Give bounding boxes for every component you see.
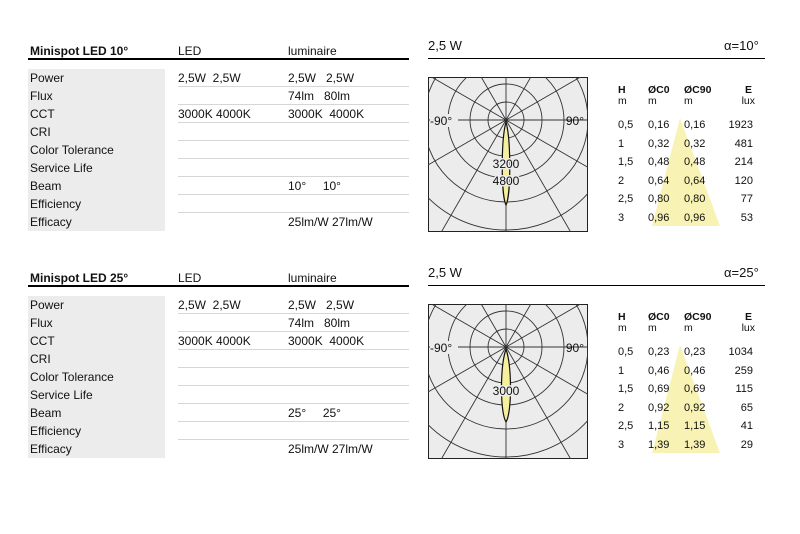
table-cell: 0,96 [648,212,670,224]
spec-led-value: 2,5W 2,5W [178,298,241,312]
photometry-power: 2,5 W [428,265,462,280]
spec-row-cct [28,105,409,123]
spec-luminaire-value: 10° 10° [288,179,341,193]
led-column-header: LED [178,271,202,285]
spec-label: CCT [30,107,55,121]
spec-label: Service Life [30,161,93,175]
table-cell: 0,46 [684,364,706,377]
column-unit: m [618,95,627,107]
spec-label: CRI [30,125,51,139]
column-header: ØC0 [648,84,670,96]
spec-row-power [28,296,409,314]
spec-luminaire-value: 2,5W 2,5W [288,71,355,85]
table-cell: 0,32 [648,137,670,150]
table-cell: 3 [618,212,625,224]
table-cell: 0,64 [648,174,670,187]
spec-row-color-tolerance [28,368,409,386]
column-header: ØC0 [648,311,670,323]
spec-label: Efficiency [30,197,82,211]
spec-label-cell [28,368,165,386]
column-unit: m [618,322,627,334]
product-title: Minispot LED 25° [30,271,129,285]
table-cell: 0,92 [684,401,706,414]
table-cell: 1,15 [684,420,706,433]
beam-alpha: α=10° [724,38,759,53]
polar-left-label: -90° [430,114,453,128]
table-cell: 115 [735,383,753,396]
column-header: ØC90 [684,84,712,96]
table-cell: 0,46 [648,364,670,377]
spec-label-cell [28,440,165,458]
spec-row-service-life [28,386,409,404]
spec-label: Efficacy [30,215,72,229]
table-cell: 1034 [728,346,753,358]
table-cell: 259 [734,364,753,377]
spec-row-cri [28,350,409,368]
table-cell: 41 [740,420,753,433]
spec-label-cell [28,123,165,141]
table-cell: 120 [734,174,753,187]
spec-row-beam [28,404,409,422]
light-cone-shape [652,118,720,226]
spec-label-cell [28,105,165,123]
table-cell: 1923 [728,119,753,131]
table-cell: 53 [740,212,753,224]
illuminance-table [600,84,770,234]
spec-label: Beam [30,179,62,193]
polar-diagram [428,304,588,459]
polar-left-label: -90° [430,341,453,355]
photometry-rule [428,58,765,59]
table-cell: 214 [734,156,753,169]
column-header: H [618,84,626,96]
spec-label-cell [28,422,165,440]
spec-row-cri [28,123,409,141]
spec-label-cell [28,386,165,404]
spec-label: Beam [30,406,62,420]
table-cell: 65 [740,401,753,414]
table-cell: 2,5 [618,420,634,433]
spec-label-cell [28,195,165,213]
spec-label: Color Tolerance [30,370,114,384]
table-cell: 1 [618,364,625,377]
table-cell: 0,92 [648,401,670,414]
spec-row-power [28,69,409,87]
luminaire-column-header: luminaire [288,271,337,285]
spec-row-flux [28,314,409,332]
table-cell: 77 [740,193,753,206]
header-rule [28,285,409,287]
table-cell: 1,39 [684,439,706,451]
spec-label: CRI [30,352,51,366]
spec-luminaire-value: 25° 25° [288,406,341,420]
photometry-rule [428,285,765,286]
spec-luminaire-value: 2,5W 2,5W [288,298,355,312]
spec-label: Power [30,298,65,312]
column-header: E [744,311,752,323]
table-cell: 0,5 [618,346,634,358]
table-cell: 2 [618,174,625,187]
table-cell: 0,64 [684,174,706,187]
spec-row-efficacy [28,440,409,458]
spec-label-cell [28,404,165,422]
spec-luminaire-value: 3000K 4000K [288,107,365,121]
polar-intensity-label: 3200 [492,157,520,171]
product-title: Minispot LED 10° [30,44,129,58]
table-cell: 0,80 [684,193,706,206]
table-cell: 0,69 [684,383,706,396]
spec-luminaire-value: 3000K 4000K [288,334,365,348]
column-header: E [744,84,752,96]
spec-label: Color Tolerance [30,143,114,157]
spec-luminaire-value: 25lm/W 27lm/W [288,442,373,456]
spec-row-efficiency [28,422,409,440]
column-header: ØC90 [684,311,712,323]
spec-label-cell [28,314,165,332]
spec-label-cell [28,141,165,159]
spec-label: Power [30,71,65,85]
led-column-header: LED [178,44,202,58]
product-section-25 [0,227,800,457]
spec-row-flux [28,87,409,105]
spec-row-service-life [28,159,409,177]
polar-diagram [428,77,588,232]
table-cell: 2,5 [618,193,634,206]
table-cell: 0,32 [684,137,706,150]
spec-label: Flux [30,89,53,103]
table-cell: 0,16 [648,119,670,131]
column-unit: m [648,95,657,107]
spec-label: Efficacy [30,442,72,456]
column-unit: m [684,322,693,334]
light-cone-shape [652,345,720,453]
spec-luminaire-value: 74lm 80lm [288,316,351,330]
table-cell: 0,23 [648,346,670,358]
table-cell: 2 [618,401,625,414]
spec-label-cell [28,350,165,368]
table-cell: 3 [618,439,625,451]
spec-row-color-tolerance [28,141,409,159]
table-cell: 1,5 [618,156,634,169]
product-section-10 [0,0,800,230]
polar-intensity-label: 3000 [492,384,520,398]
table-cell: 0,16 [684,119,706,131]
spec-label: Flux [30,316,53,330]
table-cell: 0,5 [618,119,634,131]
table-cell: 481 [734,137,753,150]
luminaire-column-header: luminaire [288,44,337,58]
header-rule [28,58,409,60]
column-unit: m [684,95,693,107]
table-cell: 0,48 [648,156,670,169]
table-cell: 1,5 [618,383,634,396]
table-cell: 0,23 [684,346,706,358]
spec-label-cell [28,87,165,105]
spec-led-value: 3000K 4000K [178,107,251,121]
polar-right-label: 90° [565,114,584,128]
spec-label-cell [28,332,165,350]
spec-label-cell [28,177,165,195]
table-cell: 1,15 [648,420,670,433]
photometry-power: 2,5 W [428,38,462,53]
polar-intensity-label: 4800 [492,174,520,188]
spec-label: CCT [30,334,55,348]
table-cell: 1 [618,137,625,150]
column-header: H [618,311,626,323]
table-cell: 29 [740,439,753,451]
spec-label-cell [28,159,165,177]
spec-row-efficiency [28,195,409,213]
column-unit: lux [741,95,755,107]
spec-label: Service Life [30,388,93,402]
spec-row-cct [28,332,409,350]
spec-led-value: 2,5W 2,5W [178,71,241,85]
spec-label-cell [28,296,165,314]
spec-row-beam [28,177,409,195]
table-cell: 0,48 [684,156,706,169]
spec-led-value: 3000K 4000K [178,334,251,348]
table-cell: 0,96 [684,212,706,224]
beam-alpha: α=25° [724,265,759,280]
spec-label-cell [28,69,165,87]
table-cell: 1,39 [648,439,670,451]
spec-luminaire-value: 74lm 80lm [288,89,351,103]
column-unit: m [648,322,657,334]
table-cell: 0,69 [648,383,670,396]
spec-luminaire-value: 25lm/W 27lm/W [288,215,373,229]
column-unit: lux [741,322,755,334]
spec-label: Efficiency [30,424,82,438]
illuminance-table [600,311,770,461]
table-cell: 0,80 [648,193,670,206]
polar-right-label: 90° [565,341,584,355]
